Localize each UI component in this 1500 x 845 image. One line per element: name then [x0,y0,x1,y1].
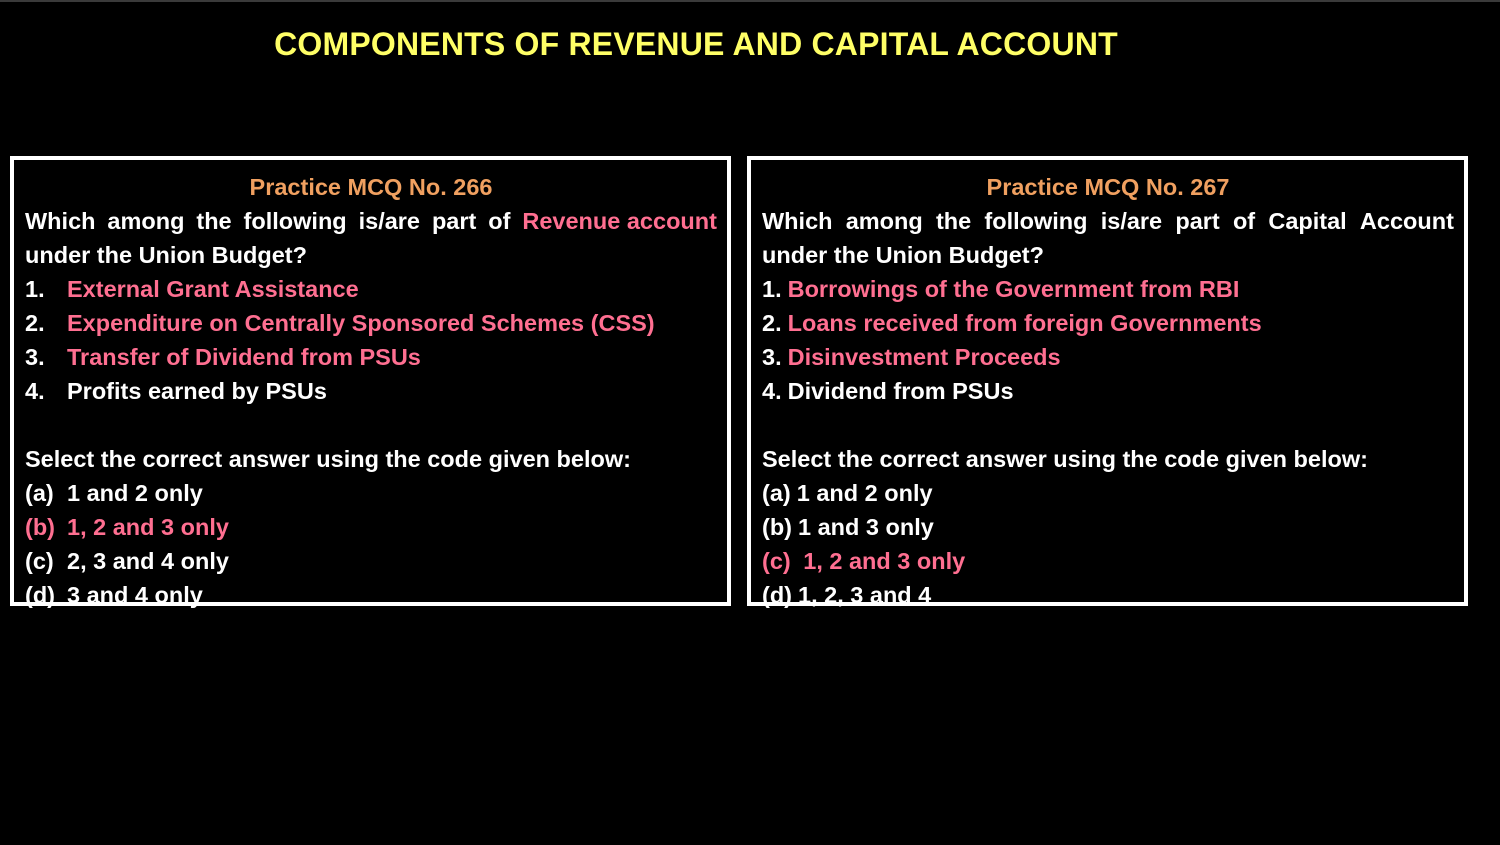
question-word: Which [25,208,96,234]
question-word: among [845,208,923,234]
option-text: 1 and 2 only [67,480,203,506]
item-number: 1. [25,276,45,302]
item-number: 2. [762,310,782,336]
mcq-heading: Practice MCQ No. 266 [249,174,493,200]
question-word: is/are [1100,208,1163,234]
question-word: the [935,208,972,234]
slide-title: COMPONENTS OF REVENUE AND CAPITAL ACCOUNT [274,26,1118,62]
list-item [25,272,717,306]
question-word: Which [762,208,833,234]
question-word: among [107,208,185,234]
item-number: 3. [25,344,45,370]
option-label: (c) [762,548,791,574]
list-item [25,340,717,374]
question-word: part [1175,208,1220,234]
option [25,476,717,510]
item-text: External Grant Assistance [67,276,359,302]
question-line-1 [762,204,1454,238]
item-text: Disinvestment Proceeds [787,344,1061,370]
option-text: 1 and 2 only [796,480,933,506]
top-edge-line [0,0,1500,2]
option-label: (b) [762,514,793,540]
option [25,578,717,612]
option [762,476,1454,510]
question-word: of [488,208,511,234]
option-correct [25,510,717,544]
option [25,544,717,578]
instruction: Select the correct answer using the code given below: [762,446,1368,472]
option-text: 2, 3 and 4 only [67,548,229,574]
question-word: Capital [1268,208,1347,234]
question-line-2: under the Union Budget? [762,242,1044,268]
item-number: 1. [762,276,782,302]
option-text: 1 and 3 only [798,514,934,540]
item-number: 3. [762,344,782,370]
mcq-panel-267 [747,156,1468,606]
option-text: 1, 2, 3 and 4 [798,582,932,608]
list-item [25,306,717,340]
option [762,510,1454,544]
spacer [25,408,717,442]
item-text: Expenditure on Centrally Sponsored Schemes (CSS) [67,310,655,336]
item-text: Borrowings of the Government from RBI [787,276,1240,302]
option [762,578,1454,612]
question-word: following [984,208,1088,234]
question-word: following [243,208,347,234]
question-word: part [431,208,477,234]
option-correct [762,544,1454,578]
option-label: (d) [25,582,56,608]
list-item [762,340,1454,374]
option-label: (d) [762,582,793,608]
item-text: Dividend from PSUs [787,378,1014,404]
question-line-1 [25,204,717,238]
spacer [762,408,1454,442]
list-item [762,272,1454,306]
list-item [762,374,1454,408]
question-word: the [196,208,232,234]
item-text: Transfer of Dividend from PSUs [67,344,421,370]
item-number: 2. [25,310,45,336]
mcq-heading: Practice MCQ No. 267 [986,174,1230,200]
list-item [25,374,717,408]
option-text: 1, 2 and 3 only [67,514,229,540]
option-label: (b) [25,514,56,540]
item-number: 4. [25,378,45,404]
option-text: 1, 2 and 3 only [796,548,966,574]
item-number: 4. [762,378,782,404]
item-text: Loans received from foreign Governments [787,310,1262,336]
option-label: (c) [25,548,54,574]
option-label: (a) [762,480,791,506]
instruction: Select the correct answer using the code given below: [25,446,631,472]
option-text: 3 and 4 only [67,582,203,608]
question-word: Account [1359,208,1454,234]
option-label: (a) [25,480,54,506]
question-highlight: Revenue account [522,208,717,234]
question-line-2: under the Union Budget? [25,242,307,268]
mcq-panel-266 [10,156,731,606]
question-word: of [1232,208,1256,234]
list-item [762,306,1454,340]
item-text: Profits earned by PSUs [67,378,327,404]
question-word: is/are [358,208,421,234]
